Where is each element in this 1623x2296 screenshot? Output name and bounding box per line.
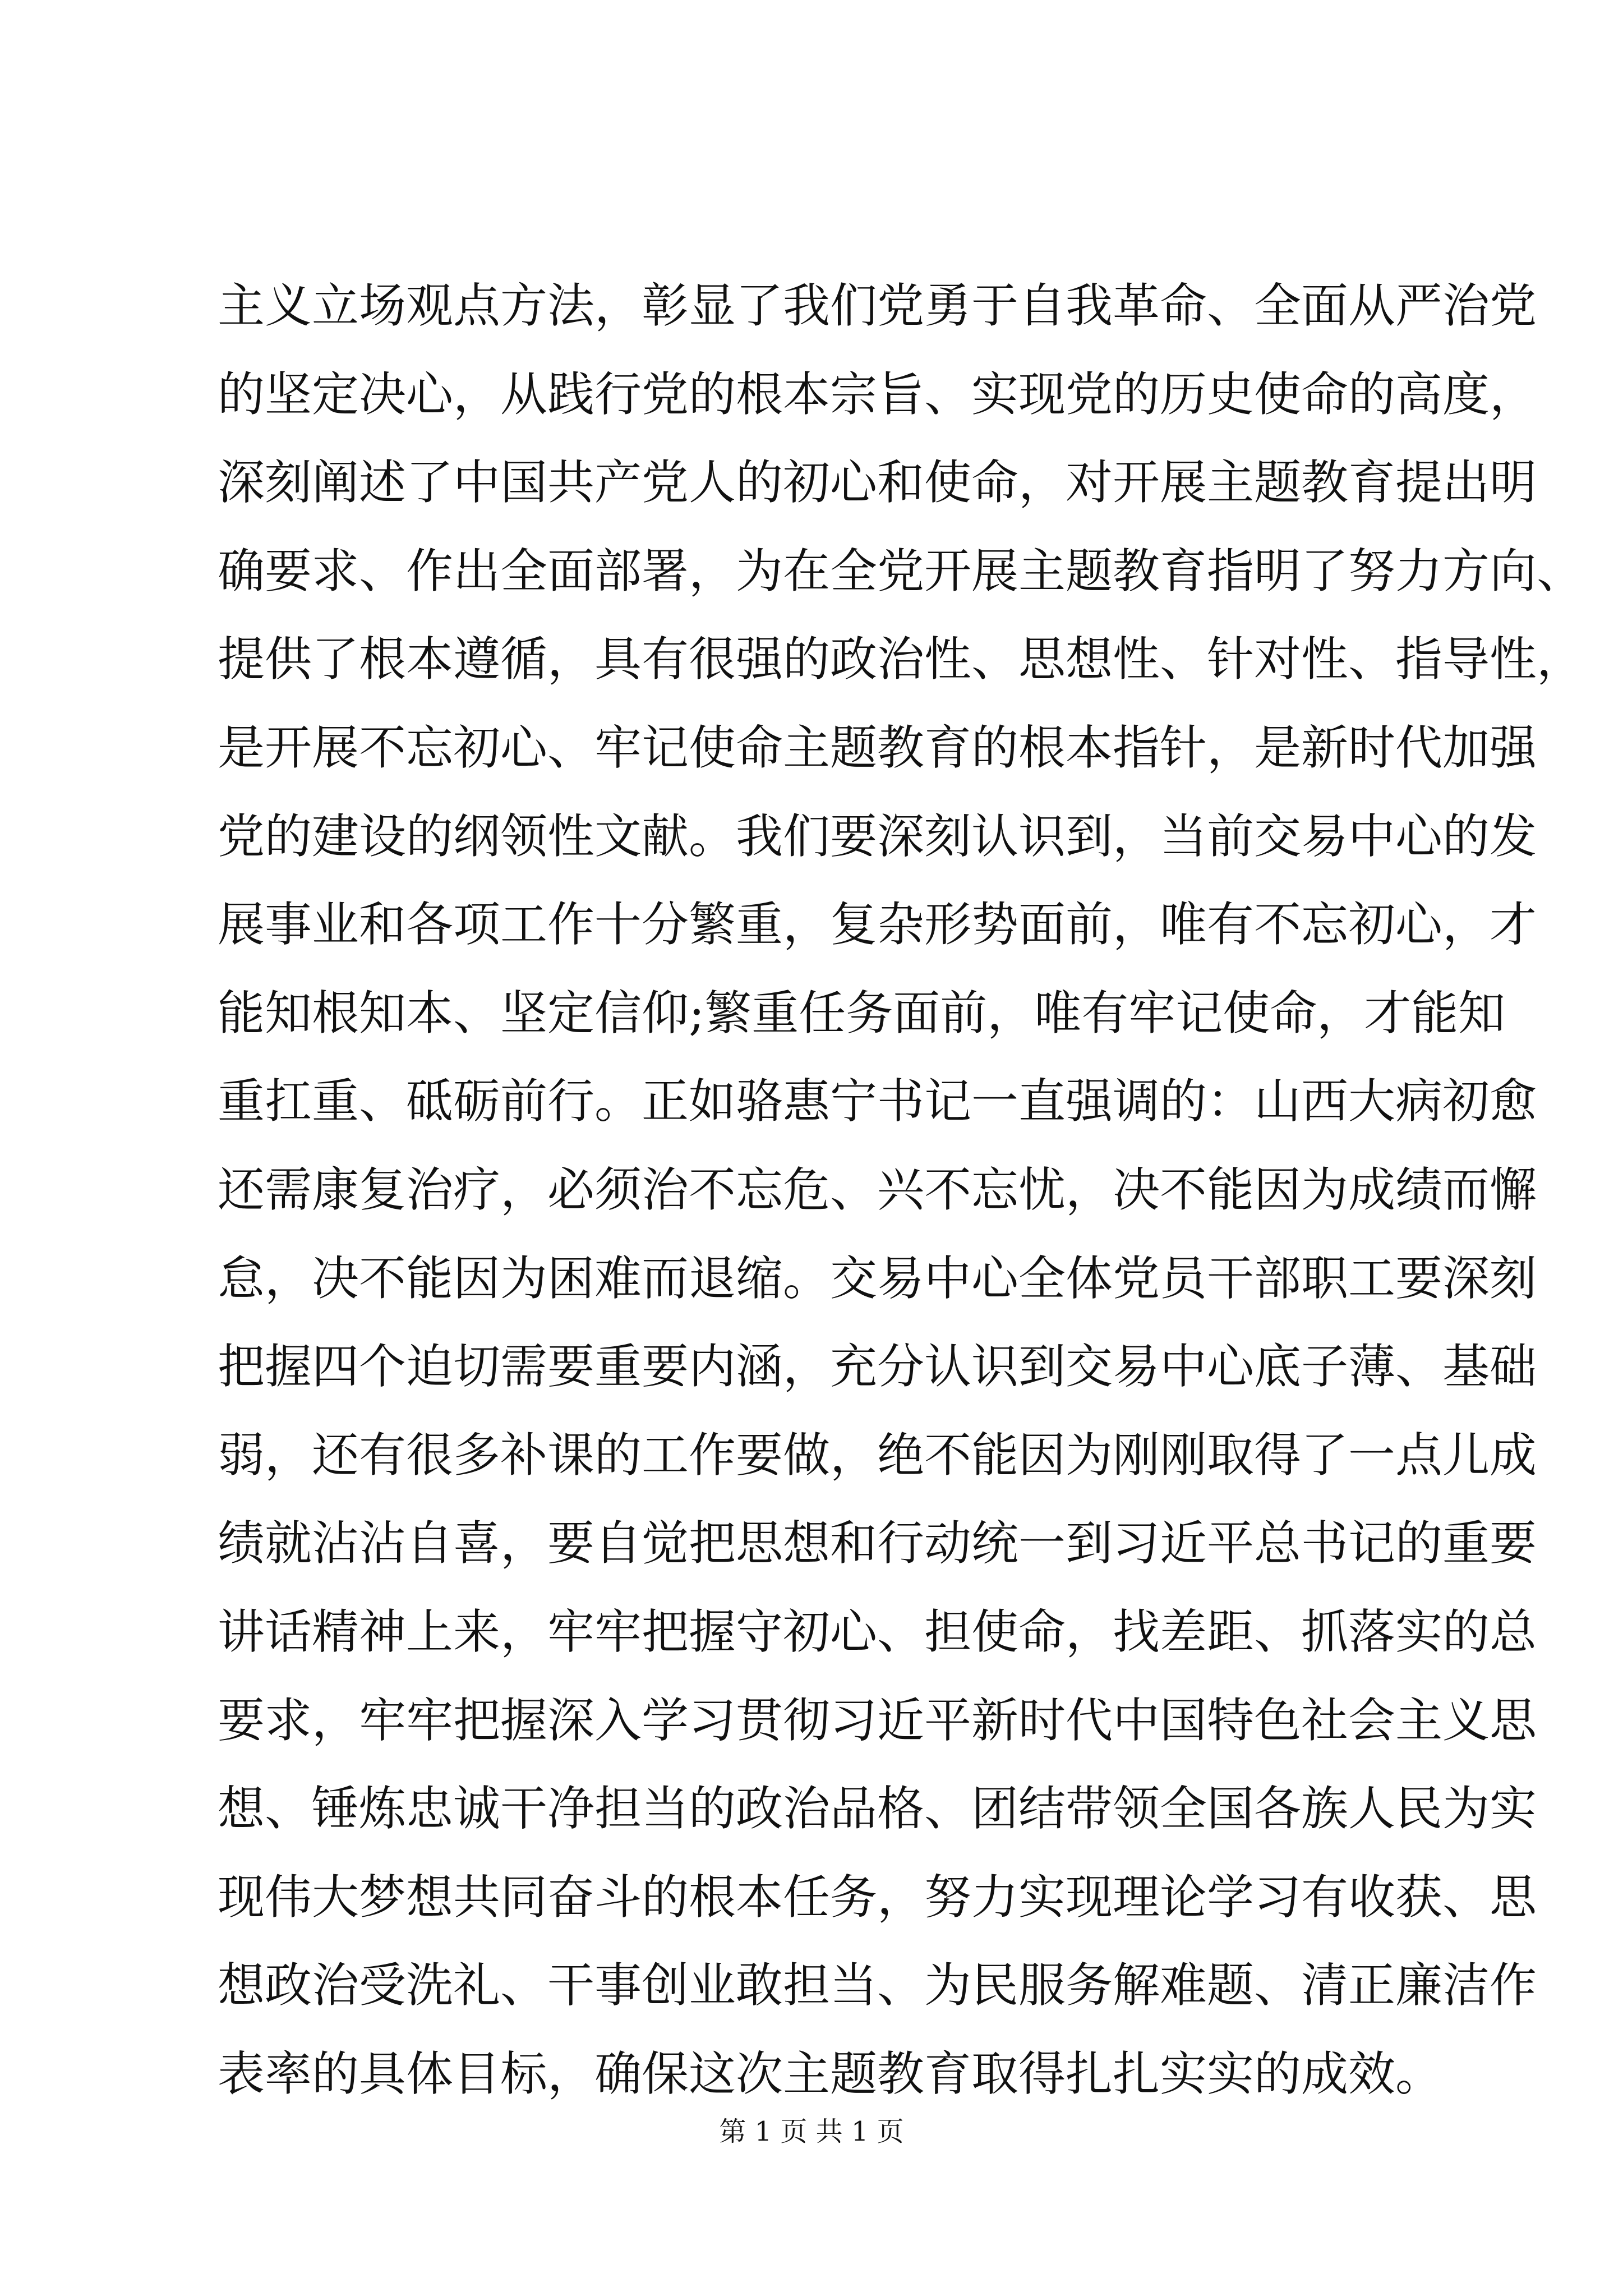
body-paragraph (218, 278, 1584, 2137)
text-line: 能知根知本、坚定信仰;繁重任务面前，唯有牢记使命，才能知 (218, 985, 1506, 1041)
text-line: 要求，牢牢把握深入学习贯彻习近平新时代中国特色社会主义思 (218, 1692, 1537, 1748)
text-line: 表率的具体目标，确保这次主题教育取得扎扎实实的成效。 (218, 2046, 1443, 2101)
text-line: 绩就沾沾自喜，要自觉把思想和行动统一到习近平总书记的重要 (218, 1516, 1537, 1571)
text-line: 还需康复治疗，必须治不忘危、兴不忘忧，决不能因为成绩而懈 (218, 1162, 1537, 1217)
text-line: 提供了根本遵循，具有很强的政治性、思想性、针对性、指导性， (218, 632, 1584, 687)
text-line: 主义立场观点方法，彰显了我们党勇于自我革命、全面从严治党 (218, 278, 1537, 333)
text-line: 展事业和各项工作十分繁重，复杂形势面前，唯有不忘初心，才 (218, 897, 1537, 953)
page-footer: 第 1 页 共 1 页 (719, 2116, 904, 2147)
text-line: 重扛重、砥砺前行。正如骆惠宁书记一直强调的：山西大病初愈 (218, 1074, 1537, 1129)
text-line: 怠，决不能因为困难而退缩。交易中心全体党员干部职工要深刻 (218, 1250, 1537, 1306)
text-line: 深刻阐述了中国共产党人的初心和使命，对开展主题教育提出明 (218, 455, 1537, 510)
text-line: 确要求、作出全面部署，为在全党开展主题教育指明了努力方向、 (218, 543, 1584, 599)
text-line: 想政治受洗礼、干事创业敢担当、为民服务解难题、清正廉洁作 (218, 1958, 1537, 2013)
text-line: 想、锤炼忠诚干净担当的政治品格、团结带领全国各族人民为实 (218, 1781, 1537, 1837)
text-line: 讲话精神上来，牢牢把握守初心、担使命，找差距、抓落实的总 (218, 1604, 1537, 1659)
text-line: 现伟大梦想共同奋斗的根本任务，努力实现理论学习有收获、思 (218, 1869, 1537, 1925)
text-line: 党的建设的纲领性文献。我们要深刻认识到，当前交易中心的发 (218, 808, 1537, 864)
text-line: 的坚定决心，从践行党的根本宗旨、实现党的历史使命的高度， (218, 366, 1537, 422)
text-line: 是开展不忘初心、牢记使命主题教育的根本指针，是新时代加强 (218, 720, 1537, 775)
text-line: 把握四个迫切需要重要内涵，充分认识到交易中心底子薄、基础 (218, 1339, 1537, 1395)
text-line: 弱，还有很多补课的工作要做，绝不能因为刚刚取得了一点儿成 (218, 1427, 1537, 1483)
